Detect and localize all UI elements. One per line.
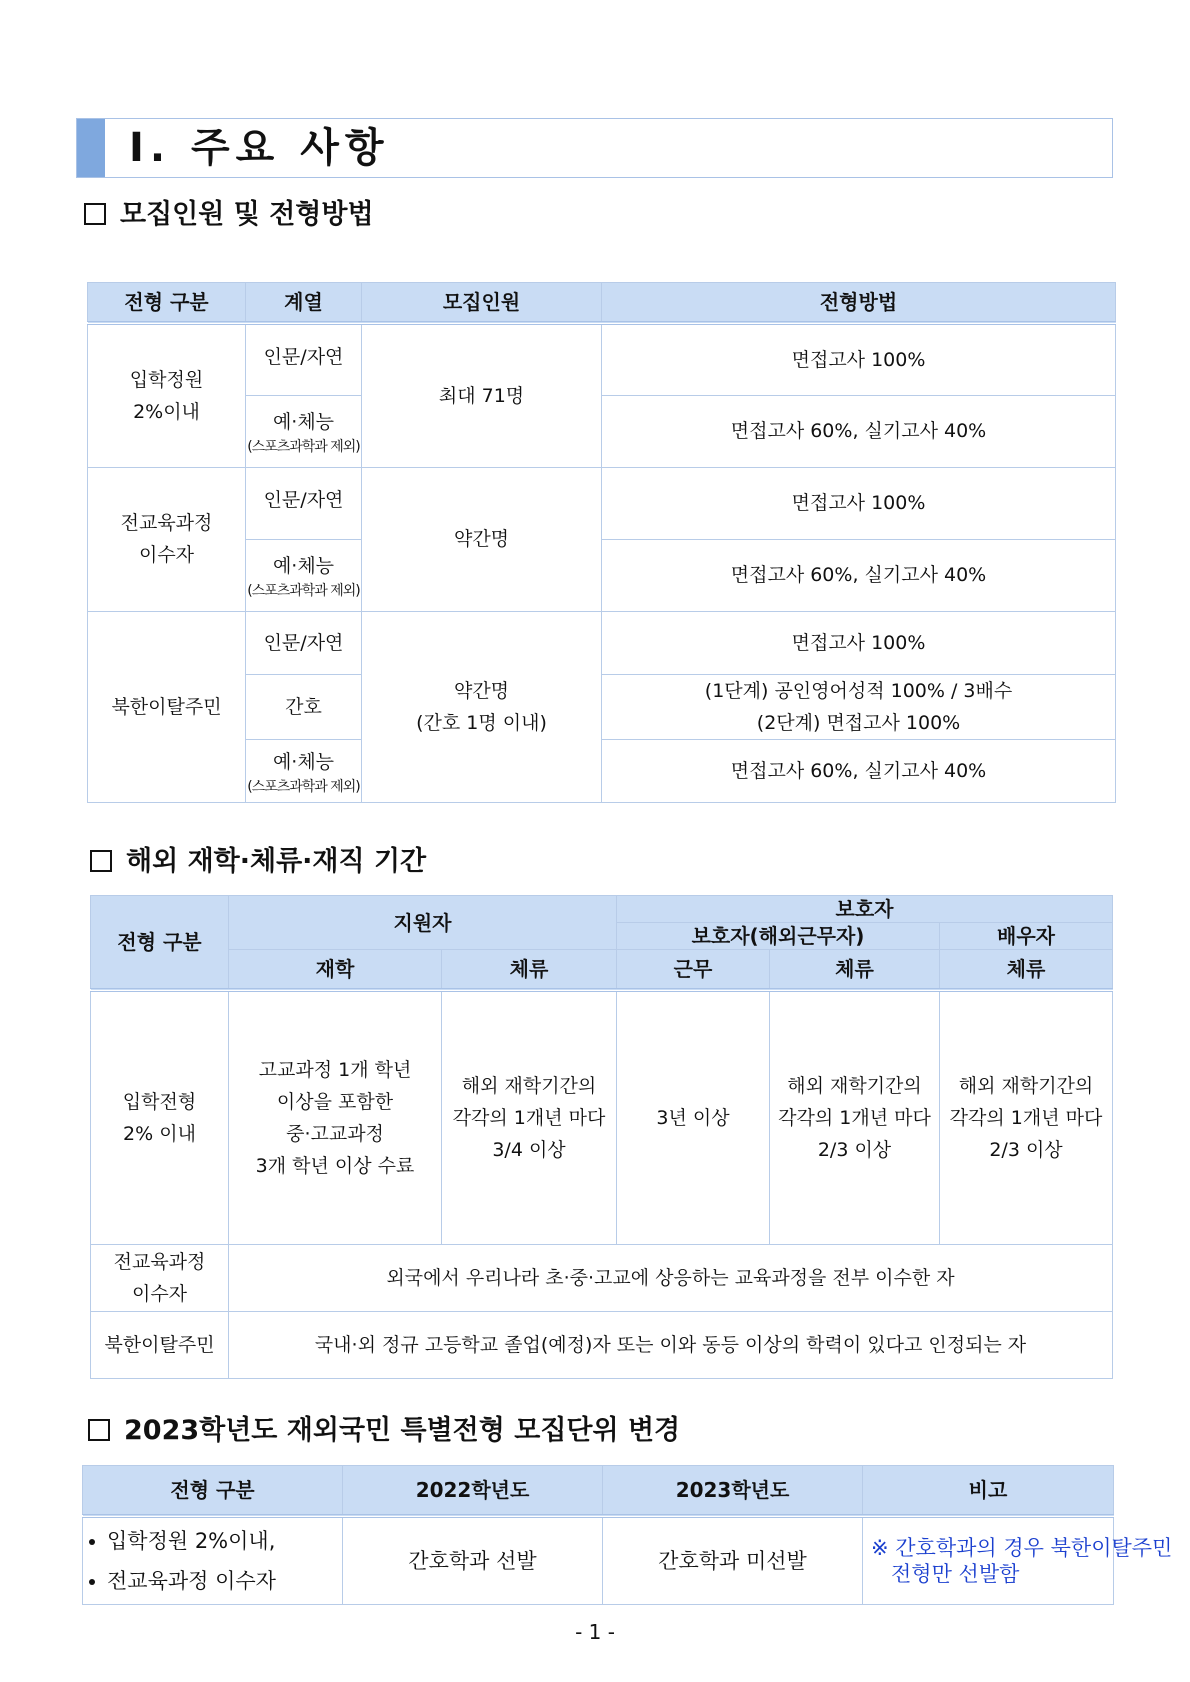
table-row [88, 323, 1116, 395]
unit-change-table [82, 1465, 1173, 1605]
checkbox-icon [90, 850, 112, 872]
col-header-quota: 모집인원 [362, 283, 602, 324]
study-cell: 고교과정 1개 학년 이상을 포함한 중·고교과정 3개 학년 이상 수료 [229, 990, 442, 1244]
col-header-spouse-stay: 체류 [940, 950, 1113, 991]
chapter-title: Ⅰ. 주요 사항 [129, 125, 390, 171]
col-header-guardian-overseas: 보호자(해외근무자) [617, 923, 940, 950]
page-number: - 1 - [575, 1620, 615, 1644]
col-header-type: 전형 구분 [91, 896, 229, 991]
col-header-study: 재학 [229, 950, 442, 991]
col-header-work: 근무 [617, 950, 770, 991]
col-header-2023: 2023학년도 [603, 1466, 863, 1517]
col-header-method: 전형방법 [602, 283, 1116, 324]
group-name: 북한이탈주민 [88, 611, 246, 802]
method-cell: 면접고사 60%, 실기고사 40% [602, 539, 1116, 611]
title-accent-bar [77, 119, 105, 177]
method-cell: 면접고사 60%, 실기고사 40% [602, 739, 1116, 802]
section1-heading-text: 모집인원 및 전형방법 [120, 199, 374, 230]
col-header-track: 계열 [246, 283, 362, 324]
bullet-icon [89, 1579, 95, 1585]
method-cell: 면접고사 100% [602, 323, 1116, 395]
method-cell: 면접고사 100% [602, 467, 1116, 539]
col-header-guardian-stay: 체류 [770, 950, 940, 991]
quota-cell: 약간명 (간호 1명 이내) [362, 611, 602, 802]
quota-cell: 최대 71명 [362, 323, 602, 467]
col-header-type: 전형 구분 [83, 1466, 343, 1517]
type-cell: 북한이탈주민 [91, 1311, 229, 1378]
table-row [91, 1244, 1113, 1311]
table-row [91, 990, 1113, 1244]
overseas-period-table [90, 895, 1113, 1379]
chapter-title-bar [76, 118, 1113, 178]
table-row [91, 1311, 1113, 1378]
bullet-icon [89, 1539, 95, 1545]
track-cell: 예·체능 (스포츠과학과 제외) [246, 739, 362, 802]
track-cell: 인문/자연 [246, 467, 362, 539]
remark-cell: ※ 간호학과의 경우 북한이탈주민 전형만 선발함 [863, 1516, 1114, 1604]
col-header-2022: 2022학년도 [343, 1466, 603, 1517]
section1-heading [84, 198, 374, 232]
group-name: 입학정원 2%이내 [88, 323, 246, 467]
quota-cell: 약간명 [362, 467, 602, 611]
method-cell: 면접고사 60%, 실기고사 40% [602, 395, 1116, 467]
col-header-type: 전형 구분 [88, 283, 246, 324]
col-header-guardian: 보호자 [617, 896, 1113, 923]
section3-heading [88, 1414, 680, 1448]
y2023-cell: 간호학과 미선발 [603, 1516, 863, 1604]
col-header-stay: 체류 [442, 950, 617, 991]
list-item: 입학정원 2%이내, [89, 1521, 342, 1561]
track-cell: 인문/자연 [246, 323, 362, 395]
spouse-stay-cell: 해외 재학기간의 각각의 1개년 마다 2/3 이상 [940, 990, 1113, 1244]
section2-heading-text: 해외 재학·체류·재직 기간 [126, 846, 427, 877]
checkbox-icon [88, 1419, 110, 1441]
group-name: 전교육과정 이수자 [88, 467, 246, 611]
desc-cell: 국내·외 정규 고등학교 졸업(예정)자 또는 이와 동등 이상의 학력이 있다고 인정되는 자 [229, 1311, 1113, 1378]
method-cell: 면접고사 100% [602, 611, 1116, 674]
col-header-spouse: 배우자 [940, 923, 1113, 950]
track-cell: 예·체능 (스포츠과학과 제외) [246, 395, 362, 467]
track-cell: 예·체능 (스포츠과학과 제외) [246, 539, 362, 611]
col-header-applicant: 지원자 [229, 896, 617, 950]
guardian-stay-cell: 해외 재학기간의 각각의 1개년 마다 2/3 이상 [770, 990, 940, 1244]
table-row [83, 1516, 1114, 1604]
stay-cell: 해외 재학기간의 각각의 1개년 마다 3/4 이상 [442, 990, 617, 1244]
type-cell [83, 1516, 343, 1604]
work-cell: 3년 이상 [617, 990, 770, 1244]
table-row [88, 467, 1116, 539]
method-cell: (1단계) 공인영어성적 100% / 3배수 (2단계) 면접고사 100% [602, 674, 1116, 739]
type-cell: 입학전형 2% 이내 [91, 990, 229, 1244]
y2022-cell: 간호학과 선발 [343, 1516, 603, 1604]
checkbox-icon [84, 203, 106, 225]
col-header-remark: 비고 [863, 1466, 1114, 1517]
track-cell: 간호 [246, 674, 362, 739]
type-cell: 전교육과정 이수자 [91, 1244, 229, 1311]
table-row [88, 611, 1116, 674]
list-item: 전교육과정 이수자 [89, 1561, 342, 1601]
desc-cell: 외국에서 우리나라 초·중·고교에 상응하는 교육과정을 전부 이수한 자 [229, 1244, 1113, 1311]
section3-heading-text: 2023학년도 재외국민 특별전형 모집단위 변경 [124, 1415, 681, 1446]
track-cell: 인문/자연 [246, 611, 362, 674]
section2-heading [90, 845, 426, 879]
quota-method-table [87, 282, 1116, 803]
